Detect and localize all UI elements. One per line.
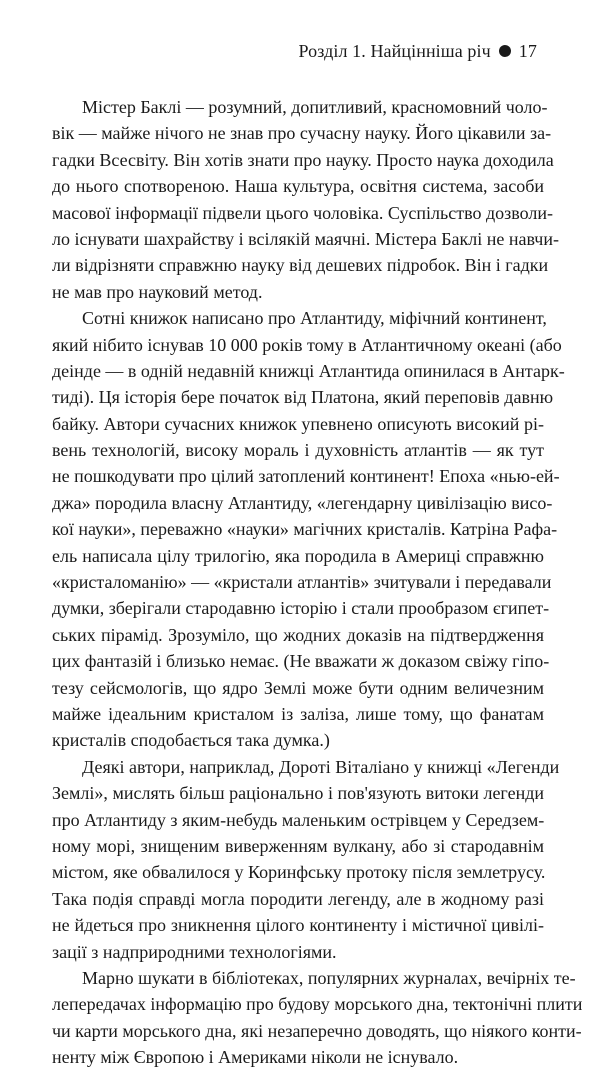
text-line: Така подія справді могла породити легенду, але в жодному разі <box>52 888 544 909</box>
running-header <box>298 40 537 62</box>
text-line: Марно шукати в бібліотеках, популярних журналах, вечірніх те- <box>82 967 576 988</box>
text-line: вік — майже нічого не знав про сучасну науку. Його цікавили за- <box>52 123 552 144</box>
text-line: містом, яке обвалилося у Коринфську протоку після землетрусу. <box>52 862 546 883</box>
text-line: лепередачах інформацію про будову морського дна, тектонічні плити <box>52 994 583 1015</box>
text-line: не мав про науковий метод. <box>52 281 263 302</box>
paragraph-3 <box>52 754 560 965</box>
text-line: про Атлантиду з яким-небудь маленьким острівцем у Середзем- <box>52 809 545 830</box>
text-line: ли відрізняти справжню науку від дешевих підробок. Він і гадки <box>52 255 549 276</box>
bullet-separator <box>499 45 511 57</box>
text-line: деінде — в одній недавній книжці Атлантида опинилася в Антарк- <box>52 360 565 381</box>
text-line: до нього спотвореною. Наша культура, освітня система, засоби <box>52 176 544 197</box>
paragraph-4 <box>52 965 583 1070</box>
text-line: Землі», мислять більш раціонально і пов'язують витоки легенди <box>52 783 544 804</box>
text-line: майже ідеальним кристалом із заліза, лише тому, що фанатам <box>52 703 544 724</box>
text-line: Деякі автори, наприклад, Дороті Віталіано у книжці «Легенди <box>82 756 560 777</box>
text-line: зації з надприродними технологіями. <box>52 941 337 962</box>
text-line: кої науки», переважно «науки» магічних кристалів. Катріна Рафа- <box>52 519 558 540</box>
text-line: масової інформації підвели цього чоловіка. Суспільство дозволи- <box>52 202 553 223</box>
paragraph-2 <box>52 305 565 754</box>
text-line: ненту між Європою і Америками ніколи не існувало. <box>52 1047 459 1068</box>
text-line: який нібито існував 10 000 років тому в Атлантичному океані (або <box>52 334 562 355</box>
text-line: чи карти морського дна, які незаперечно доводять, що ніякого конти- <box>52 1020 582 1041</box>
text-line: не йдеться про зникнення цілого континенту і містичної цивілі- <box>52 915 544 936</box>
text-line: Сотні книжок написано про Атлантиду, міфічний континент, <box>82 308 547 329</box>
text-line: «кристаломанію» — «кристали атлантів» зчитували і передавали <box>52 572 552 593</box>
text-line: тиді). Ця історія бере початок від Платона, який переповів давню <box>52 387 554 408</box>
chapter-title: Розділ 1. Найцінніша річ <box>298 41 491 61</box>
text-line: ло існувати шахрайству і всілякій маячні. Містера Баклі не навчи- <box>52 228 559 249</box>
text-line: джа» породила власну Атлантиду, «легендарну цивілізацію висо- <box>52 492 553 513</box>
text-line: вень технологій, високу мораль і духовність атлантів — як тут <box>52 440 544 461</box>
text-line: ель написала цілу трилогію, яка породила в Америці справжню <box>52 545 544 566</box>
text-line: цих фантазій і близько немає. (Не вважати ж доказом свіжу гіпо- <box>52 651 550 672</box>
text-line: Містер Баклі — розумний, допитливий, красномовний чоло- <box>82 97 548 117</box>
text-line: ному морі, знищеним виверженням вулкану, або зі стародавнім <box>52 835 544 856</box>
paragraph-1 <box>52 94 559 305</box>
text-line: тезу сейсмологів, що ядро Землі може бути одним величезним <box>52 677 544 698</box>
body-text <box>52 94 583 1070</box>
text-line: думки, зберігали стародавню історію і стали прообразом єгипет- <box>52 598 550 619</box>
text-line: не пошкодувати про цілий затоплений континент! Епоха «нью-ей- <box>52 466 560 487</box>
text-line: кристалів сподобається така думка.) <box>52 730 330 751</box>
page-number: 17 <box>518 41 537 61</box>
text-line: ських пірамід. Зрозуміло, що жодних доказів на підтвердження <box>52 624 544 645</box>
text-line: гадки Всесвіту. Він хотів знати про науку. Просто наука доходила <box>52 149 554 170</box>
text-line: байку. Автори сучасних книжок упевнено описують високий рі- <box>52 413 544 434</box>
